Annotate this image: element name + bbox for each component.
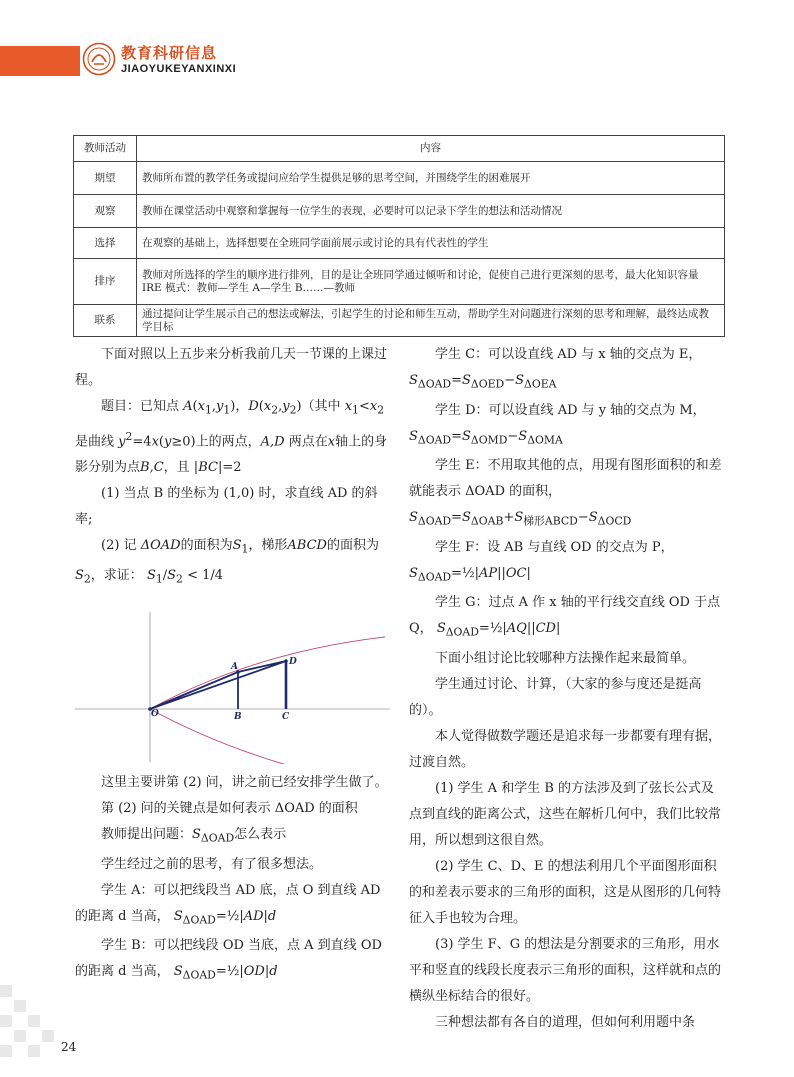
problem-text: 上的两点，	[195, 433, 261, 449]
student-d: 学生 D：可以设直线 AD 与 y 轴的交点为 M， $S_{\Delta OAD}=S_{\Delta OMD}-S_{\Delta OMA}$	[409, 402, 706, 447]
decor-square	[42, 1030, 54, 1042]
parabola-curve	[150, 637, 385, 764]
intro-paragraph: 下面对照以上五步来分析我前几天一节课的上课过程。	[75, 347, 388, 388]
problem-text: ，且	[163, 459, 190, 475]
decor-square	[14, 1000, 26, 1012]
question-text: ，梯形	[248, 537, 288, 553]
students-thought: 学生经过之前的思考，有了很多想法。	[101, 856, 323, 872]
journal-title-cn: 教育科研信息	[121, 44, 218, 62]
problem-text: 是曲线	[75, 433, 115, 449]
student-c-text: 学生 C：可以设直线 AD 与 x 轴的交点为 E，	[435, 347, 702, 362]
calc-paragraph: 学生通过讨论、计算，（大家的参与度还是挺高的）。	[409, 676, 702, 718]
table-cell-activity: 观察	[74, 195, 137, 228]
table-row	[74, 259, 725, 305]
label-o: O	[151, 709, 159, 719]
question-text: 的面积为	[180, 537, 233, 553]
teacher-question-text: 教师提出问题：	[101, 827, 193, 842]
table-header-row	[74, 136, 725, 162]
student-b-text: 学生 B：可以把线段 OD 当底，点 A 到直线 OD 的距离 d 当高，	[75, 938, 382, 980]
parabola-figure	[75, 612, 390, 764]
discussion-paragraph: 下面小组讨论比较哪种方法操作起来最简单。	[435, 650, 696, 666]
table-row	[74, 195, 725, 228]
student-d-text: 学生 D：可以设直线 AD 与 y 轴的交点为 M，	[435, 402, 706, 418]
label-d: D	[289, 657, 297, 667]
student-f-text: 学生 F：设 AB 与直线 OD 的交点为 P，	[435, 539, 674, 555]
table-row	[74, 162, 725, 195]
table-row	[74, 228, 725, 259]
table-header-content: 内容	[137, 136, 725, 162]
decor-square	[14, 1030, 26, 1042]
problem-text: 轴上的身影分别为点	[75, 433, 388, 475]
analysis-3: (3) 学生 F、G 的想法是分割要求的三角形，用水平和竖直的线段长度表示三角形的面积，这样就和点的横纵坐标结合的很好。	[409, 936, 722, 1004]
table-cell-content-extra: IRE 模式：教师—学生 A—学生 B……—教师	[142, 281, 356, 294]
table-cell-activity: 期望	[74, 162, 137, 195]
question-text: (2) 记	[101, 537, 137, 553]
student-g-text: 学生 G：过点 A 作 x 轴的平行线交直线 OD 于点 Q，	[409, 595, 721, 637]
question-text: 的面积为	[326, 537, 379, 553]
left-column-lower	[75, 770, 389, 989]
analysis-4: 三种想法都有各自的道理，但如何利用题中条	[435, 1014, 696, 1030]
table-cell-content	[137, 259, 725, 305]
journal-title-en: JIAOYUKEYANXINXI	[121, 63, 237, 75]
analysis-1: (1) 学生 A 和学生 B 的方法涉及到了弦长公式及点到直线的距离公式，这些在解析几何中，我们比较常用，所以想到这很自然。	[409, 780, 722, 848]
problem-statement: 题目：已知点 $A(x_1,y_1)$，$D(x_2,y_2)$（其中 $x_1<x_2$是曲线 $y^2=4x(y\ge 0)$上的两点，A,D 两点在x轴上的身影分别为点B,C，且 |BC|=2	[75, 399, 388, 475]
right-column	[409, 342, 725, 1036]
question-text: ，求证：	[90, 567, 143, 583]
table-header-activity: 教师活动	[74, 136, 137, 162]
header-accent-bar	[0, 46, 80, 76]
table-cell-activity: 选择	[74, 228, 137, 259]
decor-square	[28, 1015, 40, 1027]
student-c: 学生 C：可以设直线 AD 与 x 轴的交点为 E， $S_{\Delta OAD}=S_{\Delta OED}-S_{\Delta OEA}$	[409, 347, 702, 391]
table-row	[74, 305, 725, 337]
student-b: 学生 B：可以把线段 OD 当底，点 A 到直线 OD 的距离 d 当高， $S_{\Delta OAD}=\frac{1}{2}|OD|d$	[75, 938, 382, 982]
journal-brand	[121, 44, 236, 76]
problem-text: 题目：已知点	[101, 399, 180, 414]
table-cell-activity: 排序	[74, 259, 137, 305]
opinion-paragraph: 本人觉得做数学题还是追求每一步都要有理有据，过渡自然。	[409, 728, 722, 770]
table-cell-activity: 联系	[74, 305, 137, 337]
student-a-text: 学生 A：可以把线段当 AD 底，点 O 到直线 AD 的距离 d 当高，	[75, 882, 381, 924]
table-cell-content: 教师在课堂活动中观察和掌握每一位学生的表现，必要时可以记录下学生的想法和活动情况	[137, 195, 725, 228]
decor-square	[0, 1045, 12, 1057]
left-column	[75, 342, 389, 592]
teacher-question-text: 怎么表示	[234, 827, 287, 842]
teacher-question: 教师提出问题：$S_{\Delta OAD}$怎么表示	[101, 827, 287, 845]
triangle-oad	[150, 661, 286, 709]
analysis-2: (2) 学生 C、D、E 的想法利用几个平面图形面积的和差表示要求的三角形的面积，这是从图形的几何特征入手也较为合理。	[409, 858, 722, 926]
table-cell-content-main: 教师对所选择的学生的顺序进行排列，目的是让全班同学通过倾听和讨论，促使自己进行更深刻的思考，最大化知识容量	[142, 268, 699, 281]
journal-logo-icon	[82, 42, 116, 76]
decor-square	[0, 1015, 12, 1027]
label-c: C	[282, 712, 290, 722]
label-a: A	[231, 662, 238, 672]
label-b: B	[234, 712, 242, 722]
student-e: 学生 E：不用取其他的点，用现有图形面积的和差就能表示 ΔOAD 的面积， $S_{\Delta OAD}=S_{\Delta OAB}+S_{梯形ABCD}-S_{\Delta OCD}$	[409, 458, 722, 528]
question-1: (1) 当点 B 的坐标为 (1,0) 时，求直线 AD 的斜率;	[75, 485, 378, 527]
problem-text: 其中	[314, 399, 341, 414]
student-a: 学生 A：可以把线段当 AD 底，点 O 到直线 AD 的距离 d 当高， $S_{\Delta OAD}=\frac{1}{2}|AD|d$	[75, 882, 381, 927]
decor-square	[28, 1045, 40, 1057]
decor-square	[0, 985, 12, 997]
page-number: 24	[61, 1040, 77, 1054]
student-g: 学生 G：过点 A 作 x 轴的平行线交直线 OD 于点 Q， $S_{\Delta OAD}=\frac{1}{2}|AQ||CD|$	[409, 595, 721, 639]
key-point-paragraph: 第 (2) 问的关键点是如何表示 ΔOAD 的面积	[101, 801, 358, 816]
table-cell-content: 在观察的基础上，选择想要在全班同学面前展示或讨论的具有代表性的学生	[137, 228, 725, 259]
student-f: 学生 F：设 AB 与直线 OD 的交点为 P， $S_{\Delta OAD}=\frac{1}{2}|AP||OC|$	[409, 539, 674, 584]
teacher-activity-table	[73, 135, 725, 337]
after-figure-paragraph: 这里主要讲第 (2) 问，讲之前已经安排学生做了。	[101, 775, 388, 790]
question-2: (2) 记 ΔOAD的面积为$S_1$，梯形ABCD的面积为$S_2$，求证： $S_1/S_2 < 1/4$	[75, 537, 379, 586]
student-e-text: 学生 E：不用取其他的点，用现有图形面积的和差就能表示 ΔOAD 的面积，	[409, 458, 722, 500]
table-cell-content: 通过提问让学生展示自己的想法或解法，引起学生的讨论和师生互动，帮助学生对问题进行深刻的思考和理解，最终达成教学目标	[137, 305, 725, 337]
problem-text: 两点在	[288, 433, 328, 449]
table-cell-content: 教师所布置的教学任务或提问应给学生提供足够的思考空间，并围绕学生的困难展开	[137, 162, 725, 195]
